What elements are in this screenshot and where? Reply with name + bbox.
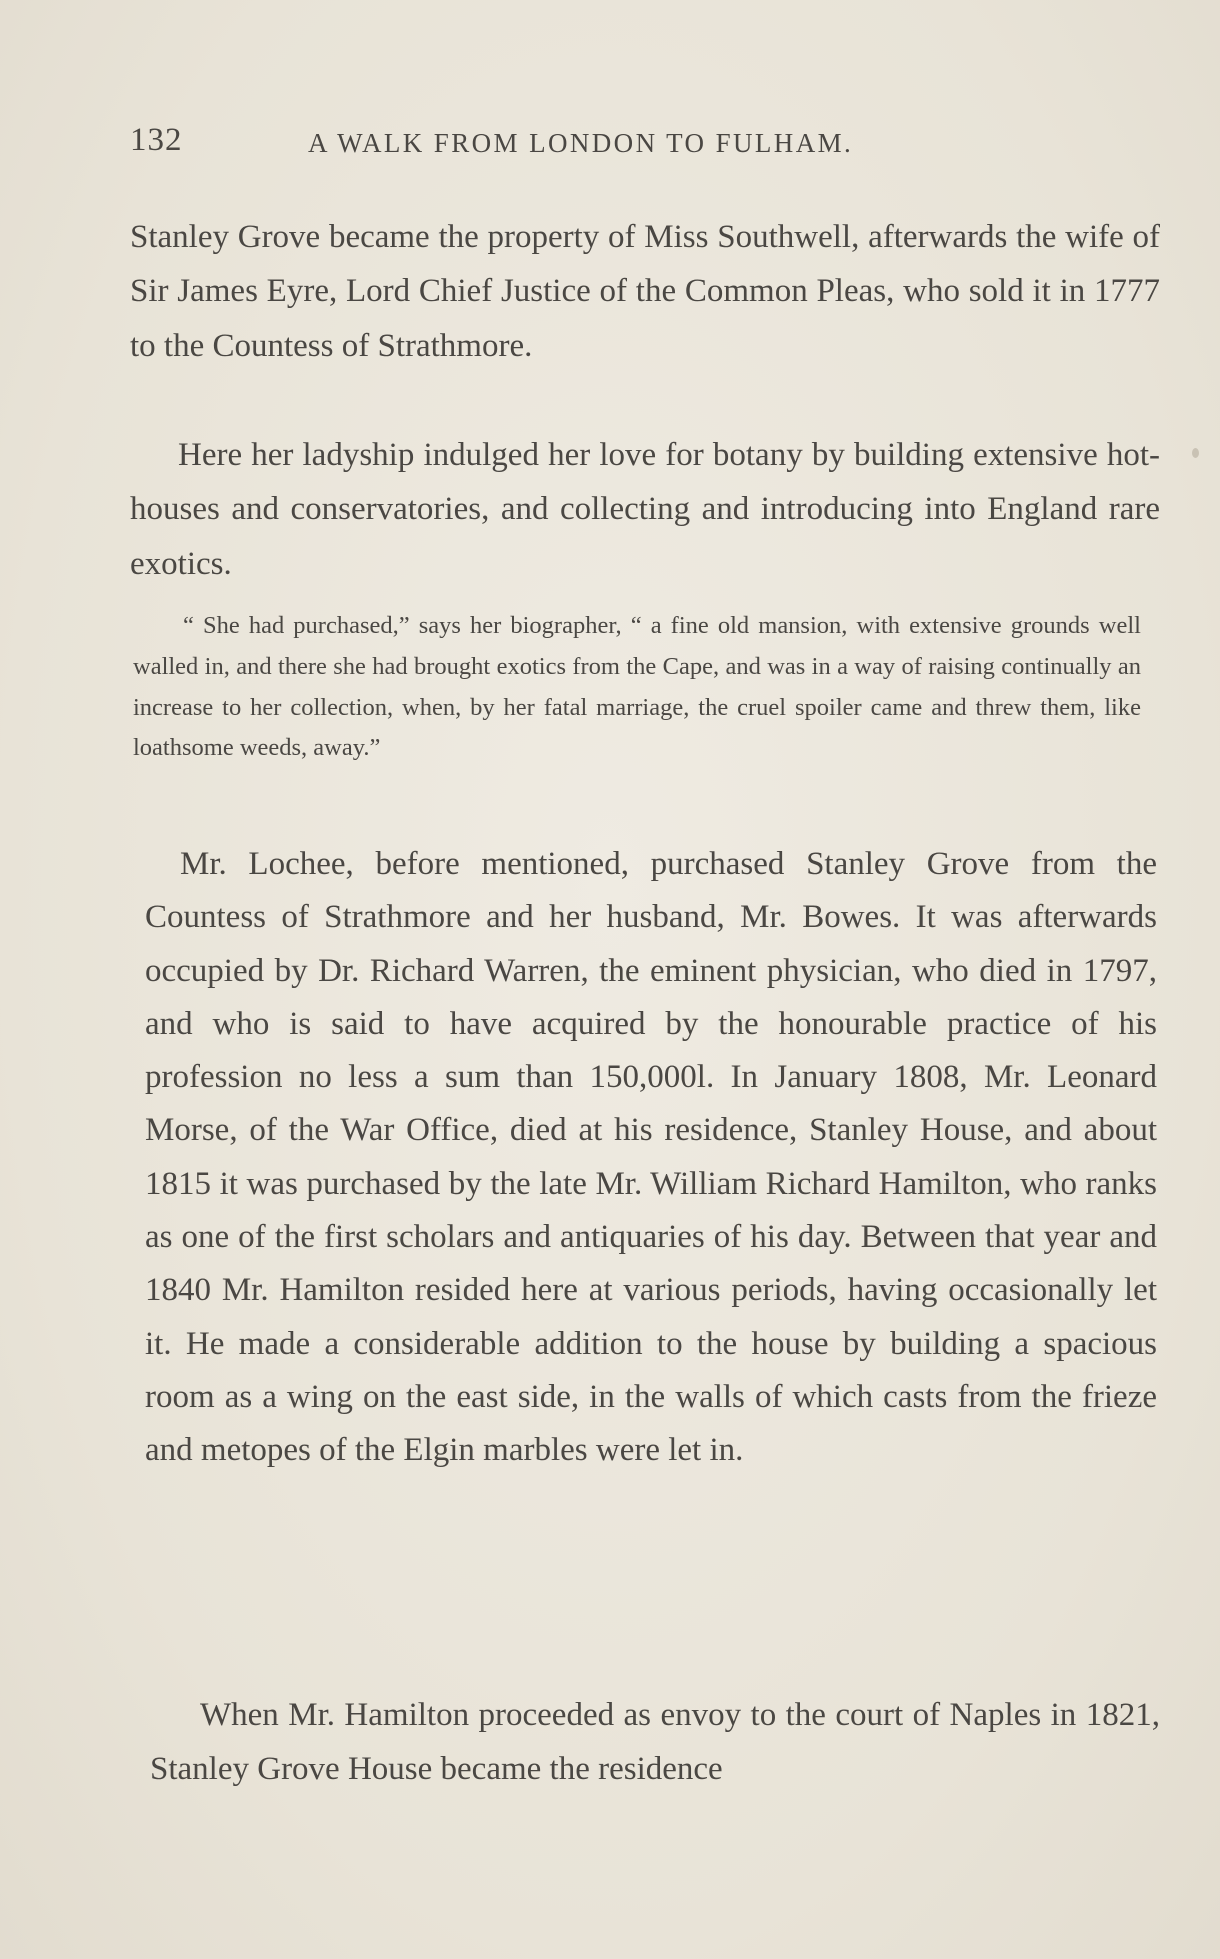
running-title: A WALK FROM LONDON TO FULHAM. xyxy=(308,128,854,158)
paragraph-stanley-grove-property: Stanley Grove became the property of Miss Southwell, afterwards the wife of Sir James Eyre, Lord Chief Justice of the Common Pleas, who sold it in 1777 to the Countess of Strathmore. xyxy=(130,219,1160,364)
paragraph-naples-envoy: When Mr. Hamilton proceeded as envoy to the court of Naples in 1821, Stanley Grove House became the residence xyxy=(150,1697,1160,1787)
page-header xyxy=(130,122,1160,170)
page-number: 132 xyxy=(130,122,183,158)
paragraph-lochee-purchase: Mr. Lochee, before mentioned, purchased Stanley Grove from the Countess of Strathmore and her husband, Mr. Bowes. It was afterwards occupied by Dr. Richard Warren, the eminent physician, who died in 1797, and who is said to have acquired by the honourable practice of his profession no less a sum than 150,000l. In January 1808, Mr. Leonard Morse, of the War Office, died at his residence, Stanley House, and about 1815 it was purchased by the late Mr. William Richard Hamilton, who ranks as one of the first scholars and antiquaries of his day. Between that year and 1840 Mr. Hamilton resided here at various periods, having occasionally let it. He made a considerable addition to the house by building a spacious room as a wing on the east side, in the walls of which casts from the frieze and metopes of the Elgin marbles were let in. xyxy=(145,846,1157,1469)
block-quote-biographer: “ She had purchased,” says her biographer, “ a fine old mansion, with extensive grounds well walled in, and there she had brought exotics from the Cape, and was in a way of raising continually an increase to her collection, when, by her fatal marriage, the cruel spoiler came and threw them, like loathsome weeds, away.” xyxy=(133,612,1141,762)
paragraph-botany: Here her ladyship indulged her love for botany by building extensive hot-houses and conservatories, and collecting and introducing into England rare exotics. xyxy=(130,437,1160,582)
paper-speck xyxy=(1192,448,1199,458)
